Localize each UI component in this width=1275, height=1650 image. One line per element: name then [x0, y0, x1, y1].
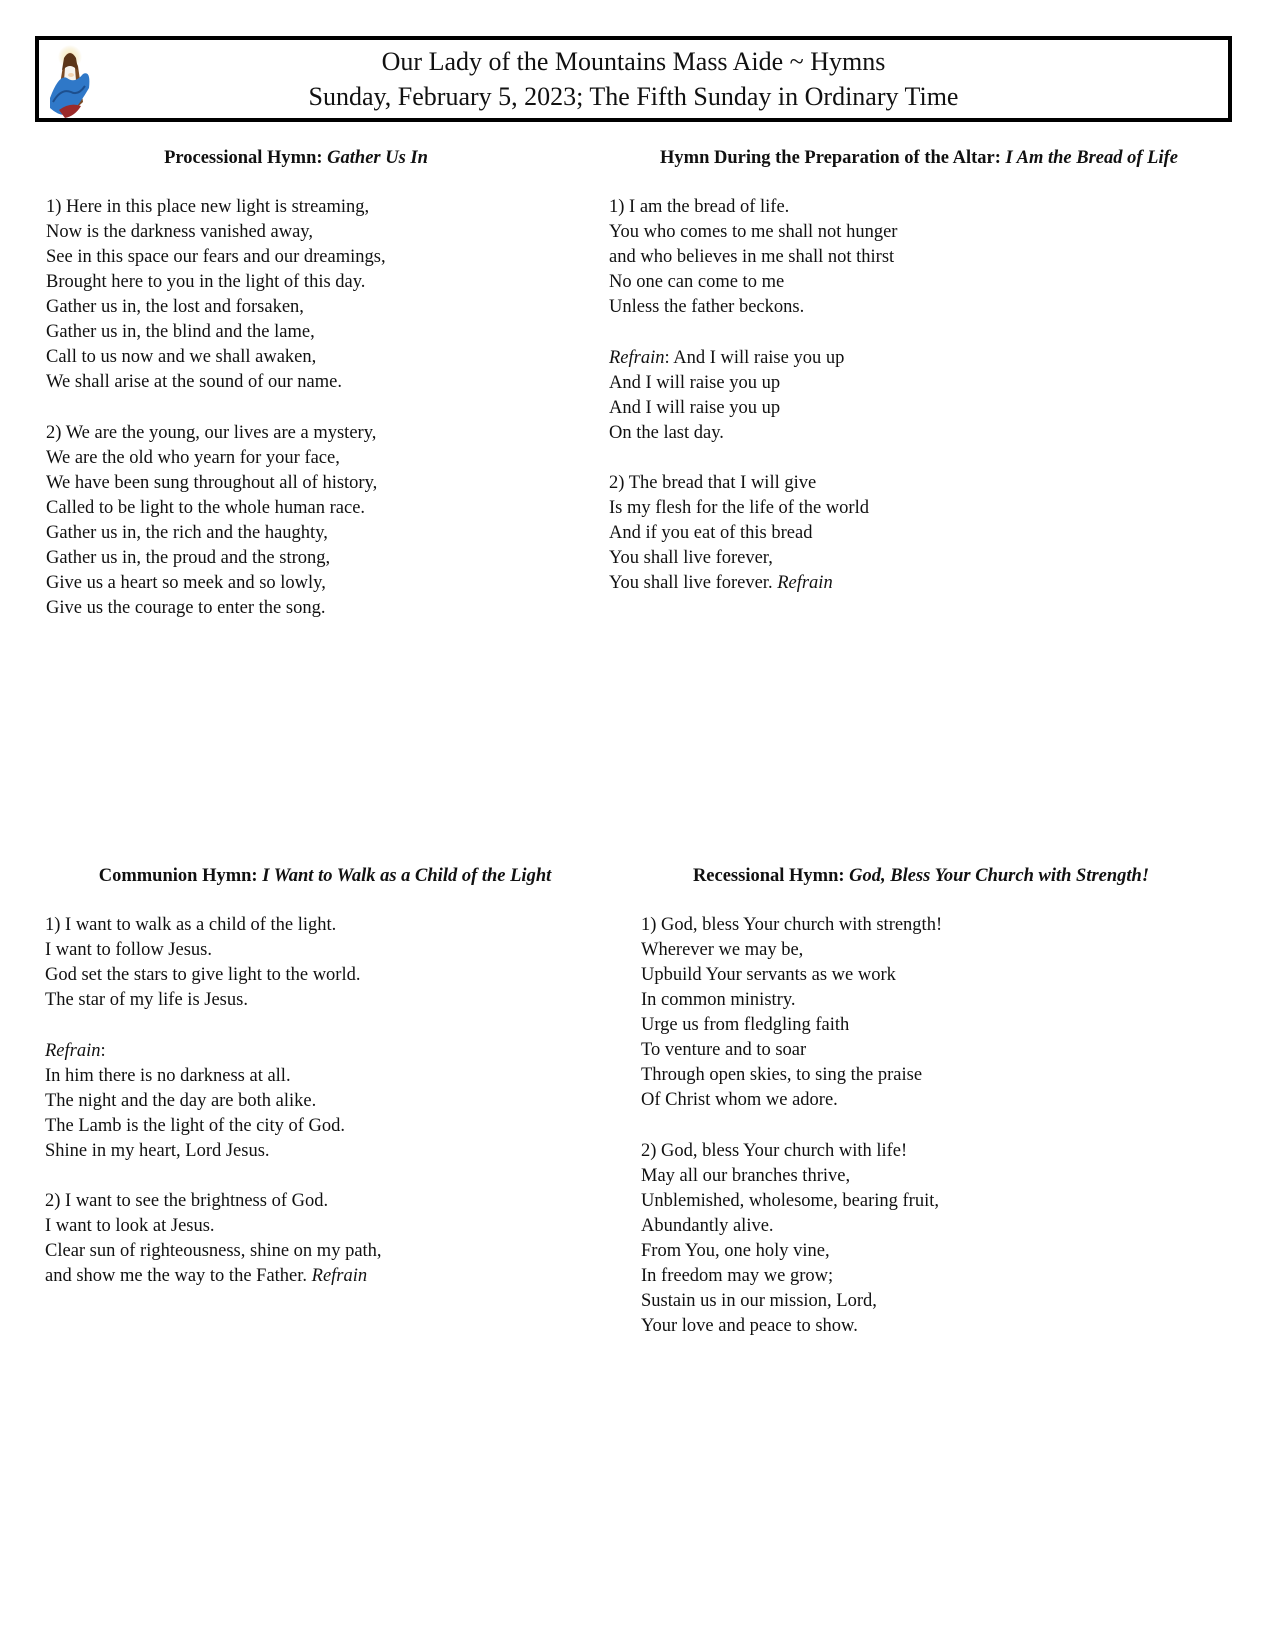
- stanza: [609, 195, 1229, 320]
- lyric-line: [641, 1314, 1201, 1339]
- lyric-line: [45, 988, 605, 1013]
- lyric-line: [46, 270, 546, 295]
- lyric-text: We are the old who yearn for your face,: [46, 447, 340, 468]
- lyric-text: No one can come to me: [609, 272, 785, 292]
- hymn-label: Recessional Hymn:: [692, 866, 850, 886]
- lyric-line: [46, 370, 546, 395]
- lyric-text: I want to follow Jesus.: [45, 940, 212, 960]
- lyric-text: Call to us now and we shall awaken,: [46, 347, 317, 367]
- lyric-text: 1) I want to walk as a child of the light.: [45, 915, 337, 935]
- lyric-text: Upbuild Your servants as we work: [641, 965, 896, 985]
- lyric-line: [46, 245, 546, 270]
- lyric-line: [609, 496, 1229, 521]
- lyric-text: Unblemished, wholesome, bearing fruit,: [641, 1190, 939, 1211]
- stanza: [641, 1139, 1201, 1339]
- lyric-text: 1) God, bless Your church with strength!: [641, 915, 943, 935]
- stanza: [45, 1039, 605, 1164]
- lyric-text: 2) I want to see the brightness of God.: [45, 1191, 329, 1211]
- lyric-text: Sustain us in our mission, Lord,: [641, 1290, 877, 1311]
- refrain-label: Refrain: [311, 1266, 368, 1286]
- page-subtitle: Sunday, February 5, 2023; The Fifth Sunday in Ordinary Time: [308, 82, 959, 111]
- lyric-line: [641, 1189, 1201, 1214]
- hymn-verses: [45, 913, 605, 1289]
- lyric-text: and show me the way to the Father.: [45, 1266, 312, 1286]
- lyric-text: And I will raise you up: [609, 397, 781, 418]
- stanza: [641, 913, 1201, 1113]
- lyric-text: Now is the darkness vanished away,: [46, 222, 313, 242]
- lyric-line: [45, 963, 605, 988]
- lyric-text: Through open skies, to sing the praise: [641, 1065, 923, 1085]
- lyric-line: [46, 496, 546, 521]
- stanza: [609, 471, 1229, 596]
- lyric-line: [641, 1289, 1201, 1314]
- lyric-line: [641, 1164, 1201, 1189]
- lyric-text: Shine in my heart, Lord Jesus.: [45, 1140, 270, 1161]
- lyric-text: 2) The bread that I will give: [609, 473, 817, 493]
- hymn-heading: [641, 863, 1201, 889]
- lyric-line: [641, 1013, 1201, 1038]
- lyric-text: You who comes to me shall not hunger: [609, 222, 898, 242]
- lyric-line: [641, 1239, 1201, 1264]
- lyric-text: Gather us in, the proud and the strong,: [46, 547, 331, 568]
- lyric-text: God set the stars to give light to the world.: [45, 965, 361, 985]
- lyric-line: [609, 471, 1229, 496]
- lyric-line: [609, 245, 1229, 270]
- lyric-line: [641, 1139, 1201, 1164]
- hymn-heading: [609, 145, 1229, 171]
- recessional-hymn: [641, 863, 1201, 1364]
- lyric-line: [641, 1063, 1201, 1088]
- lyric-line: [609, 295, 1229, 320]
- communion-hymn: [45, 863, 605, 1315]
- lyric-line: [45, 1114, 605, 1139]
- lyric-line: [45, 913, 605, 938]
- lyric-line: [45, 1064, 605, 1089]
- lyric-text: Wherever we may be,: [641, 940, 804, 960]
- lyric-text: 1) Here in this place new light is streaming,: [46, 197, 370, 217]
- lyric-text: Gather us in, the lost and forsaken,: [46, 297, 304, 317]
- lyric-text: Urge us from fledgling faith: [641, 1015, 850, 1035]
- lyric-text: Is my flesh for the life of the world: [609, 498, 869, 518]
- lyric-text: To venture and to soar: [641, 1040, 807, 1060]
- lyric-line: [45, 1214, 605, 1239]
- lyric-line: [641, 1038, 1201, 1063]
- lyric-text: See in this space our fears and our dreamings,: [46, 247, 386, 267]
- refrain-label: Refrain: [45, 1040, 101, 1061]
- stanza: [45, 1189, 605, 1289]
- stanza: [609, 346, 1229, 446]
- refrain-label: Refrain: [609, 347, 665, 368]
- refrain-label: Refrain: [777, 573, 833, 593]
- lyric-line: [46, 446, 546, 471]
- lyric-text: We shall arise at the sound of our name.: [46, 372, 342, 392]
- lyric-line: [45, 938, 605, 963]
- lyric-line: [641, 1264, 1201, 1289]
- lyric-text: From You, one holy vine,: [641, 1240, 830, 1261]
- lyric-line: [46, 295, 546, 320]
- lyric-line: [609, 346, 1229, 371]
- lyric-text: Brought here to you in the light of this day.: [46, 272, 366, 292]
- lyric-text: I want to look at Jesus.: [45, 1216, 215, 1236]
- lyric-text: Give us a heart so meek and so lowly,: [46, 572, 326, 593]
- hymn-title: God, Bless Your Church with Strength!: [849, 866, 1150, 886]
- lyric-text: : And I will raise you up: [664, 347, 845, 368]
- lyric-text: :: [100, 1040, 106, 1061]
- lyric-text: In freedom may we grow;: [641, 1265, 834, 1286]
- hymn-verses: [46, 195, 546, 621]
- lyric-text: Your love and peace to show.: [641, 1315, 858, 1336]
- lyric-line: [46, 320, 546, 345]
- hymn-verses: [609, 195, 1229, 596]
- lyric-text: and who believes in me shall not thirst: [609, 247, 895, 267]
- lyric-text: You shall live forever,: [609, 548, 773, 568]
- lyric-text: The Lamb is the light of the city of God.: [45, 1115, 346, 1136]
- lyric-line: [641, 1088, 1201, 1113]
- lyric-text: The star of my life is Jesus.: [45, 990, 248, 1010]
- lyric-line: [45, 1264, 605, 1289]
- page-header: [35, 36, 1232, 122]
- lyric-line: [609, 546, 1229, 571]
- lyric-line: [46, 596, 546, 621]
- hymn-heading: [45, 863, 605, 889]
- hymn-verses: [641, 913, 1201, 1339]
- lyric-text: Of Christ whom we adore.: [641, 1090, 838, 1110]
- lyric-line: [46, 421, 546, 446]
- lyric-line: [641, 913, 1201, 938]
- lyric-line: [46, 471, 546, 496]
- lyric-line: [45, 1189, 605, 1214]
- stanza: [46, 195, 546, 395]
- hymn-title: I Want to Walk as a Child of the Light: [262, 866, 552, 886]
- lyric-text: Clear sun of righteousness, shine on my path,: [45, 1241, 382, 1261]
- lyric-line: [641, 988, 1201, 1013]
- lyric-line: [641, 1214, 1201, 1239]
- lyric-text: Abundantly alive.: [641, 1215, 774, 1236]
- lyric-text: 2) God, bless Your church with life!: [641, 1140, 908, 1161]
- lyric-line: [609, 270, 1229, 295]
- lyric-text: You shall live forever.: [609, 573, 778, 593]
- lyric-line: [609, 521, 1229, 546]
- lyric-line: [609, 421, 1229, 446]
- lyric-line: [45, 1139, 605, 1164]
- lyric-line: [46, 345, 546, 370]
- hymn-label: Processional Hymn:: [164, 148, 328, 168]
- lyric-text: In common ministry.: [641, 990, 796, 1010]
- lyric-line: [609, 195, 1229, 220]
- lyric-line: [46, 546, 546, 571]
- lyric-line: [46, 195, 546, 220]
- lyric-line: [609, 371, 1229, 396]
- lyric-text: The night and the day are both alike.: [45, 1090, 317, 1111]
- lyric-line: [46, 571, 546, 596]
- lyric-text: On the last day.: [609, 422, 724, 443]
- lyric-text: Unless the father beckons.: [609, 297, 805, 317]
- lyric-text: And if you eat of this bread: [609, 523, 813, 543]
- lyric-line: [641, 938, 1201, 963]
- lyric-line: [45, 1089, 605, 1114]
- stanza: [46, 421, 546, 621]
- lyric-line: [46, 220, 546, 245]
- lyric-line: [609, 220, 1229, 245]
- lyric-line: [46, 521, 546, 546]
- lyric-line: [45, 1039, 605, 1064]
- page-title: Our Lady of the Mountains Mass Aide ~ Hymns: [381, 47, 886, 76]
- lyric-text: 1) I am the bread of life.: [609, 197, 790, 217]
- hymn-heading: [46, 145, 546, 171]
- lyric-line: [641, 963, 1201, 988]
- lyric-text: Gather us in, the blind and the lame,: [46, 322, 315, 342]
- lyric-text: In him there is no darkness at all.: [45, 1065, 291, 1086]
- lyric-text: Give us the courage to enter the song.: [46, 597, 326, 618]
- hymn-label: Communion Hymn:: [98, 866, 263, 886]
- lyric-line: [609, 571, 1229, 596]
- processional-hymn: [46, 145, 546, 646]
- lyric-line: [45, 1239, 605, 1264]
- lyric-text: Called to be light to the whole human race.: [46, 497, 366, 518]
- lyric-text: May all our branches thrive,: [641, 1165, 851, 1186]
- lyric-text: And I will raise you up: [609, 372, 781, 393]
- stanza: [45, 913, 605, 1013]
- hymn-label: Hymn During the Preparation of the Altar:: [660, 148, 1006, 168]
- hymn-title: I Am the Bread of Life: [1005, 148, 1178, 168]
- lyric-text: We have been sung throughout all of history,: [46, 472, 378, 493]
- lyric-text: 2) We are the young, our lives are a mystery,: [46, 422, 377, 443]
- hymn-title: Gather Us In: [327, 148, 428, 168]
- lyric-text: Gather us in, the rich and the haughty,: [46, 522, 328, 543]
- lyric-line: [609, 396, 1229, 421]
- preparation-hymn: [609, 145, 1229, 622]
